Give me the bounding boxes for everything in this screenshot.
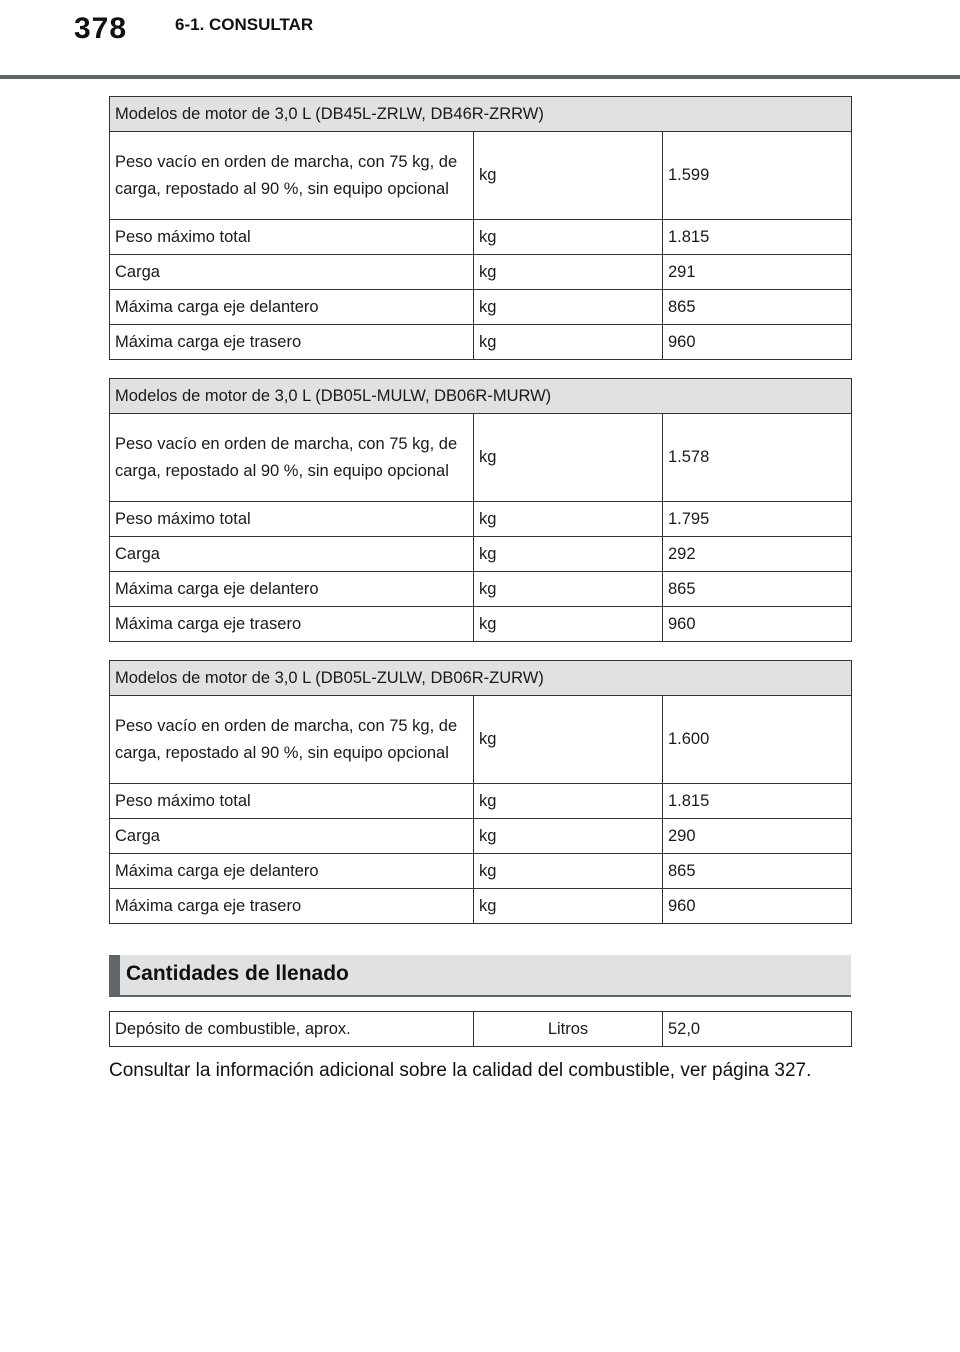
row-label: Máxima carga eje trasero: [110, 889, 474, 924]
fill-capacity-table: [109, 1011, 852, 1047]
table-title: Modelos de motor de 3,0 L (DB45L-ZRLW, DB46R-ZRRW): [110, 97, 852, 132]
page-number: 378: [74, 12, 128, 45]
table-row: [110, 854, 852, 889]
row-value: 290: [663, 819, 852, 854]
row-value: 1.599: [663, 132, 852, 220]
row-value: 865: [663, 290, 852, 325]
row-value: 960: [663, 607, 852, 642]
row-unit: kg: [474, 819, 663, 854]
row-unit: kg: [474, 572, 663, 607]
table-row: [110, 220, 852, 255]
row-value: 292: [663, 537, 852, 572]
table-row: [110, 414, 852, 502]
row-label: Máxima carga eje trasero: [110, 325, 474, 360]
row-label: Peso vacío en orden de marcha, con 75 kg, de carga, repostado al 90 %, sin equipo opcional: [110, 696, 474, 784]
row-value: 960: [663, 889, 852, 924]
row-label: Máxima carga eje trasero: [110, 607, 474, 642]
row-value: 960: [663, 325, 852, 360]
table-row: [110, 1012, 852, 1047]
row-label: Carga: [110, 537, 474, 572]
row-unit: Litros: [474, 1012, 663, 1047]
table-row: [110, 325, 852, 360]
table-row: [110, 889, 852, 924]
row-value: 1.600: [663, 696, 852, 784]
table-row: [110, 132, 852, 220]
row-label: Máxima carga eje delantero: [110, 572, 474, 607]
row-value: 1.815: [663, 784, 852, 819]
table-row: [110, 537, 852, 572]
table-row: [110, 607, 852, 642]
row-value: 291: [663, 255, 852, 290]
row-unit: kg: [474, 414, 663, 502]
row-unit: kg: [474, 290, 663, 325]
row-unit: kg: [474, 325, 663, 360]
page-header: [0, 0, 960, 80]
row-value: 865: [663, 854, 852, 889]
table-row: [110, 819, 852, 854]
row-label: Peso vacío en orden de marcha, con 75 kg, de carga, repostado al 90 %, sin equipo opcional: [110, 132, 474, 220]
table-row: [110, 290, 852, 325]
weights-table-3: [109, 660, 852, 924]
row-unit: kg: [474, 607, 663, 642]
row-value: 1.815: [663, 220, 852, 255]
row-label: Carga: [110, 819, 474, 854]
fuel-note: Consultar la información adicional sobre la calidad del combustible, ver página 327.: [109, 1060, 812, 1081]
row-label: Depósito de combustible, aprox.: [110, 1012, 474, 1047]
row-label: Máxima carga eje delantero: [110, 290, 474, 325]
table-row: [110, 255, 852, 290]
table-title: Modelos de motor de 3,0 L (DB05L-ZULW, DB06R-ZURW): [110, 661, 852, 696]
section-heading: Cantidades de llenado: [126, 962, 349, 985]
header-divider: [0, 75, 960, 79]
table-row: [110, 784, 852, 819]
row-label: Peso máximo total: [110, 784, 474, 819]
row-label: Máxima carga eje delantero: [110, 854, 474, 889]
row-unit: kg: [474, 255, 663, 290]
row-unit: kg: [474, 537, 663, 572]
row-value: 865: [663, 572, 852, 607]
section-title: 6-1. CONSULTAR: [175, 15, 314, 34]
table-row: [110, 502, 852, 537]
row-unit: kg: [474, 502, 663, 537]
table-title: Modelos de motor de 3,0 L (DB05L-MULW, DB06R-MURW): [110, 379, 852, 414]
row-unit: kg: [474, 889, 663, 924]
table-row: [110, 696, 852, 784]
row-unit: kg: [474, 696, 663, 784]
row-unit: kg: [474, 784, 663, 819]
row-label: Peso máximo total: [110, 220, 474, 255]
row-label: Peso vacío en orden de marcha, con 75 kg, de carga, repostado al 90 %, sin equipo opcional: [110, 414, 474, 502]
row-value: 1.578: [663, 414, 852, 502]
row-label: Carga: [110, 255, 474, 290]
row-label: Peso máximo total: [110, 502, 474, 537]
weights-table-2: [109, 378, 852, 642]
row-unit: kg: [474, 220, 663, 255]
heading-accent-bar: [109, 955, 120, 995]
row-unit: kg: [474, 132, 663, 220]
table-row: [110, 572, 852, 607]
row-unit: kg: [474, 854, 663, 889]
row-value: 52,0: [663, 1012, 852, 1047]
weights-table-1: [109, 96, 852, 360]
section-heading-band: [109, 955, 851, 997]
row-value: 1.795: [663, 502, 852, 537]
